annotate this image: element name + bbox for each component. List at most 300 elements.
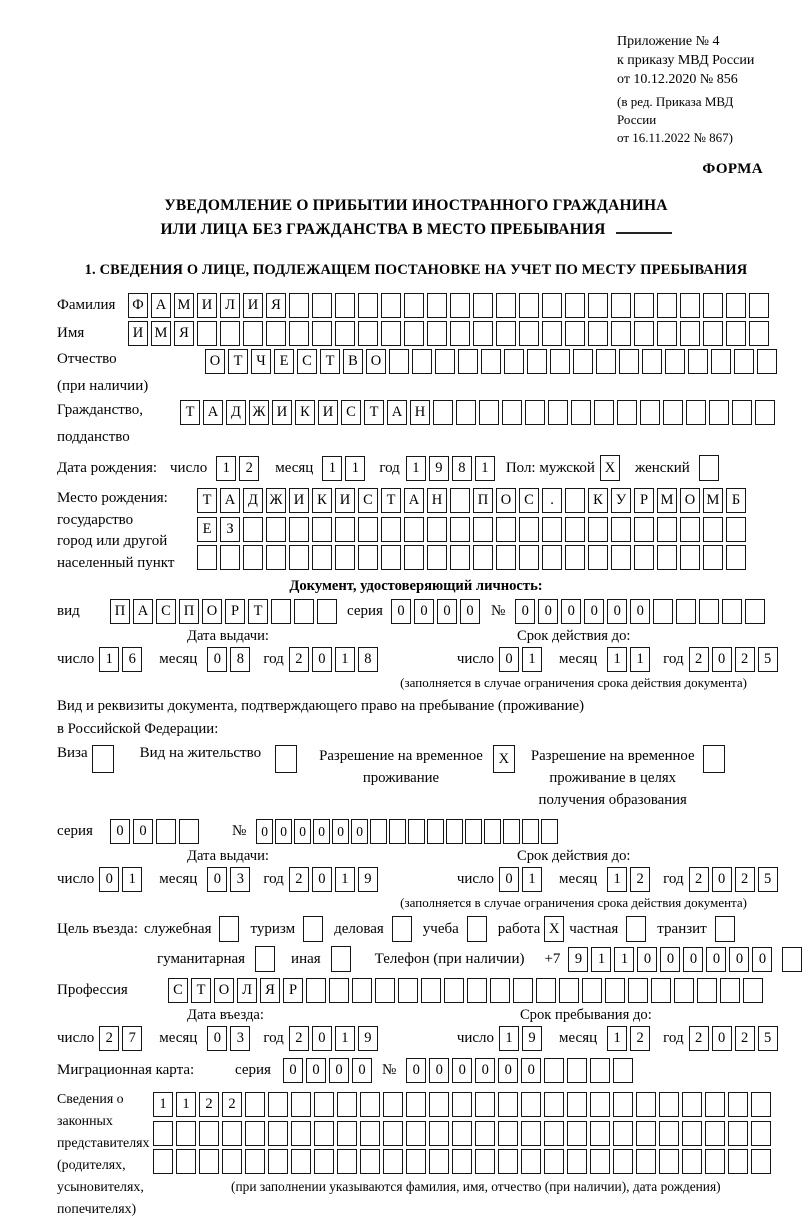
char-cell[interactable]	[446, 819, 463, 844]
purpose-tourism-checkbox[interactable]	[303, 916, 323, 942]
char-cell[interactable]	[381, 321, 401, 346]
char-cell[interactable]: 1	[499, 1026, 519, 1051]
char-cell[interactable]	[358, 517, 378, 542]
char-cell[interactable]: Я	[260, 978, 280, 1003]
purpose-work-checkbox[interactable]: X	[544, 916, 564, 942]
purpose-other-checkbox[interactable]	[331, 946, 351, 972]
char-cell[interactable]	[306, 978, 326, 1003]
char-cell[interactable]	[429, 1149, 449, 1174]
stay-day-input[interactable]	[499, 1026, 545, 1051]
char-cell[interactable]: К	[588, 488, 608, 513]
char-cell[interactable]	[404, 293, 424, 318]
char-cell[interactable]	[404, 545, 424, 570]
char-cell[interactable]	[271, 599, 291, 624]
patronymic-input[interactable]	[205, 349, 780, 374]
char-cell[interactable]: Л	[220, 293, 240, 318]
char-cell[interactable]	[594, 400, 614, 425]
char-cell[interactable]: 1	[607, 647, 627, 672]
char-cell[interactable]: Е	[274, 349, 294, 374]
char-cell[interactable]	[688, 349, 708, 374]
char-cell[interactable]: 0	[313, 819, 330, 844]
char-cell[interactable]: З	[220, 517, 240, 542]
purpose-transit-checkbox[interactable]	[715, 916, 735, 942]
char-cell[interactable]	[565, 488, 585, 513]
char-cell[interactable]	[611, 545, 631, 570]
char-cell[interactable]	[634, 321, 654, 346]
char-cell[interactable]	[427, 545, 447, 570]
char-cell[interactable]: 0	[429, 1058, 449, 1083]
char-cell[interactable]	[676, 599, 696, 624]
char-cell[interactable]	[435, 349, 455, 374]
char-cell[interactable]: 9	[568, 947, 588, 972]
char-cell[interactable]	[153, 1149, 173, 1174]
char-cell[interactable]: 1	[406, 456, 426, 481]
char-cell[interactable]: 0	[256, 819, 273, 844]
char-cell[interactable]	[559, 978, 579, 1003]
char-cell[interactable]	[352, 978, 372, 1003]
char-cell[interactable]: 2	[630, 867, 650, 892]
char-cell[interactable]	[317, 599, 337, 624]
char-cell[interactable]	[640, 400, 660, 425]
char-cell[interactable]	[335, 517, 355, 542]
char-cell[interactable]	[375, 978, 395, 1003]
char-cell[interactable]: 1	[335, 1026, 355, 1051]
char-cell[interactable]	[782, 947, 802, 972]
stay-month-input[interactable]	[607, 1026, 653, 1051]
char-cell[interactable]	[588, 293, 608, 318]
doc-expiry-year-input[interactable]	[689, 647, 781, 672]
char-cell[interactable]: 2	[689, 1026, 709, 1051]
char-cell[interactable]	[705, 1121, 725, 1146]
char-cell[interactable]	[406, 1149, 426, 1174]
char-cell[interactable]	[703, 293, 723, 318]
char-cell[interactable]: 9	[358, 1026, 378, 1051]
char-cell[interactable]	[680, 293, 700, 318]
char-cell[interactable]: К	[312, 488, 332, 513]
doc-number-input[interactable]	[515, 599, 768, 624]
char-cell[interactable]: 2	[689, 647, 709, 672]
char-cell[interactable]	[427, 293, 447, 318]
char-cell[interactable]	[726, 545, 746, 570]
char-cell[interactable]: 8	[452, 456, 472, 481]
char-cell[interactable]	[636, 1121, 656, 1146]
char-cell[interactable]	[291, 1121, 311, 1146]
char-cell[interactable]	[611, 293, 631, 318]
char-cell[interactable]: О	[680, 488, 700, 513]
char-cell[interactable]: Р	[225, 599, 245, 624]
char-cell[interactable]: 0	[351, 819, 368, 844]
char-cell[interactable]: 0	[729, 947, 749, 972]
char-cell[interactable]: 0	[683, 947, 703, 972]
char-cell[interactable]: 0	[637, 947, 657, 972]
char-cell[interactable]	[651, 978, 671, 1003]
char-cell[interactable]	[502, 400, 522, 425]
char-cell[interactable]: 8	[358, 647, 378, 672]
char-cell[interactable]	[705, 1092, 725, 1117]
char-cell[interactable]	[657, 545, 677, 570]
char-cell[interactable]: М	[703, 488, 723, 513]
char-cell[interactable]	[504, 349, 524, 374]
char-cell[interactable]	[473, 293, 493, 318]
char-cell[interactable]	[498, 1149, 518, 1174]
char-cell[interactable]	[450, 321, 470, 346]
char-cell[interactable]: М	[174, 293, 194, 318]
char-cell[interactable]	[751, 1092, 771, 1117]
char-cell[interactable]	[728, 1092, 748, 1117]
permit-issue-month-input[interactable]	[207, 867, 253, 892]
char-cell[interactable]	[335, 321, 355, 346]
char-cell[interactable]	[544, 1092, 564, 1117]
char-cell[interactable]: 2	[289, 867, 309, 892]
char-cell[interactable]: 1	[607, 1026, 627, 1051]
char-cell[interactable]	[450, 488, 470, 513]
char-cell[interactable]	[176, 1121, 196, 1146]
char-cell[interactable]	[617, 400, 637, 425]
char-cell[interactable]: 0	[538, 599, 558, 624]
char-cell[interactable]: Н	[410, 400, 430, 425]
char-cell[interactable]	[314, 1121, 334, 1146]
char-cell[interactable]	[444, 978, 464, 1003]
char-cell[interactable]: 2	[735, 1026, 755, 1051]
phone-input[interactable]	[568, 947, 805, 972]
char-cell[interactable]	[450, 545, 470, 570]
char-cell[interactable]	[663, 400, 683, 425]
char-cell[interactable]	[613, 1058, 633, 1083]
residence-permit-checkbox[interactable]	[275, 745, 297, 773]
char-cell[interactable]	[519, 293, 539, 318]
permit-series-input[interactable]	[110, 819, 202, 844]
char-cell[interactable]	[722, 599, 742, 624]
char-cell[interactable]	[682, 1149, 702, 1174]
purpose-humanitarian-checkbox[interactable]	[255, 946, 275, 972]
char-cell[interactable]	[680, 321, 700, 346]
char-cell[interactable]	[450, 517, 470, 542]
char-cell[interactable]: 0	[460, 599, 480, 624]
char-cell[interactable]: А	[133, 599, 153, 624]
char-cell[interactable]	[613, 1092, 633, 1117]
char-cell[interactable]: 0	[660, 947, 680, 972]
char-cell[interactable]	[381, 517, 401, 542]
char-cell[interactable]	[473, 545, 493, 570]
permit-expiry-month-input[interactable]	[607, 867, 653, 892]
char-cell[interactable]	[697, 978, 717, 1003]
char-cell[interactable]: К	[295, 400, 315, 425]
char-cell[interactable]: 0	[584, 599, 604, 624]
char-cell[interactable]	[404, 517, 424, 542]
char-cell[interactable]	[513, 978, 533, 1003]
char-cell[interactable]	[613, 1149, 633, 1174]
char-cell[interactable]: 1	[99, 647, 119, 672]
doc-issue-month-input[interactable]	[207, 647, 253, 672]
birthplace-row2-input[interactable]	[197, 517, 749, 542]
char-cell[interactable]	[496, 545, 516, 570]
char-cell[interactable]	[590, 1149, 610, 1174]
char-cell[interactable]	[686, 400, 706, 425]
char-cell[interactable]	[682, 1092, 702, 1117]
char-cell[interactable]	[659, 1149, 679, 1174]
char-cell[interactable]: 1	[176, 1092, 196, 1117]
char-cell[interactable]	[588, 517, 608, 542]
char-cell[interactable]	[490, 978, 510, 1003]
char-cell[interactable]	[427, 321, 447, 346]
char-cell[interactable]	[243, 545, 263, 570]
char-cell[interactable]	[544, 1121, 564, 1146]
char-cell[interactable]	[465, 819, 482, 844]
char-cell[interactable]: 9	[522, 1026, 542, 1051]
doc-expiry-day-input[interactable]	[499, 647, 545, 672]
char-cell[interactable]: 0	[294, 819, 311, 844]
char-cell[interactable]	[383, 1121, 403, 1146]
char-cell[interactable]: 3	[230, 1026, 250, 1051]
char-cell[interactable]: С	[297, 349, 317, 374]
char-cell[interactable]: 7	[122, 1026, 142, 1051]
char-cell[interactable]: 5	[758, 647, 778, 672]
char-cell[interactable]: 1	[522, 647, 542, 672]
char-cell[interactable]: Р	[634, 488, 654, 513]
char-cell[interactable]: 2	[289, 647, 309, 672]
char-cell[interactable]	[544, 1149, 564, 1174]
char-cell[interactable]	[458, 349, 478, 374]
char-cell[interactable]	[636, 1092, 656, 1117]
char-cell[interactable]	[728, 1149, 748, 1174]
char-cell[interactable]	[628, 978, 648, 1003]
char-cell[interactable]	[291, 1092, 311, 1117]
char-cell[interactable]	[199, 1121, 219, 1146]
char-cell[interactable]: У	[611, 488, 631, 513]
entry-day-input[interactable]	[99, 1026, 145, 1051]
char-cell[interactable]	[590, 1121, 610, 1146]
char-cell[interactable]: 0	[437, 599, 457, 624]
char-cell[interactable]	[452, 1121, 472, 1146]
char-cell[interactable]	[726, 517, 746, 542]
char-cell[interactable]	[197, 321, 217, 346]
permit-issue-day-input[interactable]	[99, 867, 145, 892]
char-cell[interactable]	[383, 1149, 403, 1174]
char-cell[interactable]	[475, 1149, 495, 1174]
char-cell[interactable]	[329, 978, 349, 1003]
char-cell[interactable]	[565, 293, 585, 318]
char-cell[interactable]	[728, 1121, 748, 1146]
doc-type-input[interactable]	[110, 599, 340, 624]
char-cell[interactable]	[358, 293, 378, 318]
char-cell[interactable]: О	[214, 978, 234, 1003]
char-cell[interactable]: 9	[358, 867, 378, 892]
migcard-number-input[interactable]	[406, 1058, 636, 1083]
char-cell[interactable]	[381, 293, 401, 318]
char-cell[interactable]: В	[343, 349, 363, 374]
char-cell[interactable]: 0	[406, 1058, 426, 1083]
char-cell[interactable]	[243, 517, 263, 542]
char-cell[interactable]	[521, 1149, 541, 1174]
char-cell[interactable]: 1	[335, 867, 355, 892]
char-cell[interactable]	[642, 349, 662, 374]
char-cell[interactable]	[749, 293, 769, 318]
char-cell[interactable]: И	[289, 488, 309, 513]
char-cell[interactable]	[156, 819, 176, 844]
char-cell[interactable]	[605, 978, 625, 1003]
char-cell[interactable]: Б	[726, 488, 746, 513]
char-cell[interactable]	[456, 400, 476, 425]
char-cell[interactable]: А	[387, 400, 407, 425]
permit-issue-year-input[interactable]	[289, 867, 381, 892]
char-cell[interactable]	[582, 978, 602, 1003]
char-cell[interactable]	[312, 545, 332, 570]
purpose-official-checkbox[interactable]	[219, 916, 239, 942]
char-cell[interactable]	[657, 321, 677, 346]
char-cell[interactable]	[467, 978, 487, 1003]
char-cell[interactable]	[541, 819, 558, 844]
char-cell[interactable]: 0	[283, 1058, 303, 1083]
char-cell[interactable]: 2	[735, 647, 755, 672]
char-cell[interactable]: П	[473, 488, 493, 513]
char-cell[interactable]	[542, 517, 562, 542]
char-cell[interactable]	[751, 1121, 771, 1146]
char-cell[interactable]: 9	[429, 456, 449, 481]
guardians-row2-input[interactable]	[153, 1121, 774, 1146]
permit-number-input[interactable]	[256, 819, 560, 844]
char-cell[interactable]	[734, 349, 754, 374]
stay-year-input[interactable]	[689, 1026, 781, 1051]
char-cell[interactable]	[222, 1149, 242, 1174]
doc-issue-day-input[interactable]	[99, 647, 145, 672]
char-cell[interactable]	[360, 1092, 380, 1117]
char-cell[interactable]	[726, 293, 746, 318]
char-cell[interactable]	[527, 349, 547, 374]
char-cell[interactable]: 1	[122, 867, 142, 892]
birth-month-input[interactable]	[322, 456, 368, 481]
char-cell[interactable]	[498, 1121, 518, 1146]
char-cell[interactable]: 0	[207, 867, 227, 892]
char-cell[interactable]	[745, 599, 765, 624]
char-cell[interactable]: 0	[712, 1026, 732, 1051]
char-cell[interactable]: 0	[630, 599, 650, 624]
char-cell[interactable]: Т	[364, 400, 384, 425]
char-cell[interactable]: 2	[222, 1092, 242, 1117]
char-cell[interactable]	[548, 400, 568, 425]
char-cell[interactable]	[245, 1121, 265, 1146]
entry-month-input[interactable]	[207, 1026, 253, 1051]
char-cell[interactable]	[452, 1149, 472, 1174]
char-cell[interactable]	[433, 400, 453, 425]
char-cell[interactable]	[475, 1092, 495, 1117]
char-cell[interactable]	[634, 293, 654, 318]
char-cell[interactable]: Е	[197, 517, 217, 542]
char-cell[interactable]: Ж	[266, 488, 286, 513]
char-cell[interactable]	[496, 293, 516, 318]
char-cell[interactable]: 0	[99, 867, 119, 892]
char-cell[interactable]	[699, 599, 719, 624]
char-cell[interactable]	[703, 545, 723, 570]
migcard-series-input[interactable]	[283, 1058, 375, 1083]
char-cell[interactable]: 0	[414, 599, 434, 624]
char-cell[interactable]	[312, 293, 332, 318]
char-cell[interactable]: Н	[427, 488, 447, 513]
char-cell[interactable]	[542, 545, 562, 570]
char-cell[interactable]: 0	[312, 647, 332, 672]
char-cell[interactable]: 0	[561, 599, 581, 624]
char-cell[interactable]: 1	[322, 456, 342, 481]
char-cell[interactable]	[542, 293, 562, 318]
char-cell[interactable]: 3	[230, 867, 250, 892]
char-cell[interactable]	[268, 1092, 288, 1117]
char-cell[interactable]: Ф	[128, 293, 148, 318]
char-cell[interactable]	[659, 1092, 679, 1117]
char-cell[interactable]: 1	[216, 456, 236, 481]
birth-day-input[interactable]	[216, 456, 262, 481]
gender-female-checkbox[interactable]	[699, 455, 719, 481]
char-cell[interactable]	[335, 293, 355, 318]
char-cell[interactable]	[268, 1149, 288, 1174]
char-cell[interactable]: .	[542, 488, 562, 513]
char-cell[interactable]	[429, 1121, 449, 1146]
guardians-row1-input[interactable]	[153, 1092, 774, 1117]
char-cell[interactable]	[289, 293, 309, 318]
char-cell[interactable]	[634, 545, 654, 570]
char-cell[interactable]	[406, 1121, 426, 1146]
char-cell[interactable]	[484, 819, 501, 844]
char-cell[interactable]	[496, 321, 516, 346]
char-cell[interactable]: И	[243, 293, 263, 318]
char-cell[interactable]	[521, 1121, 541, 1146]
char-cell[interactable]: Л	[237, 978, 257, 1003]
char-cell[interactable]: Т	[228, 349, 248, 374]
char-cell[interactable]	[220, 545, 240, 570]
char-cell[interactable]: 8	[230, 647, 250, 672]
char-cell[interactable]	[243, 321, 263, 346]
char-cell[interactable]: С	[358, 488, 378, 513]
char-cell[interactable]	[573, 349, 593, 374]
char-cell[interactable]	[674, 978, 694, 1003]
char-cell[interactable]	[588, 545, 608, 570]
char-cell[interactable]: А	[151, 293, 171, 318]
char-cell[interactable]: 0	[312, 867, 332, 892]
char-cell[interactable]	[337, 1149, 357, 1174]
char-cell[interactable]	[703, 321, 723, 346]
char-cell[interactable]: 0	[312, 1026, 332, 1051]
char-cell[interactable]: А	[220, 488, 240, 513]
char-cell[interactable]: С	[156, 599, 176, 624]
char-cell[interactable]: 0	[706, 947, 726, 972]
char-cell[interactable]: 2	[689, 867, 709, 892]
char-cell[interactable]: 0	[515, 599, 535, 624]
char-cell[interactable]	[220, 321, 240, 346]
char-cell[interactable]	[634, 517, 654, 542]
char-cell[interactable]	[519, 517, 539, 542]
char-cell[interactable]	[567, 1092, 587, 1117]
char-cell[interactable]: С	[519, 488, 539, 513]
char-cell[interactable]	[720, 978, 740, 1003]
char-cell[interactable]	[360, 1121, 380, 1146]
char-cell[interactable]	[544, 1058, 564, 1083]
char-cell[interactable]: А	[203, 400, 223, 425]
char-cell[interactable]	[314, 1149, 334, 1174]
char-cell[interactable]	[757, 349, 777, 374]
char-cell[interactable]	[406, 1092, 426, 1117]
char-cell[interactable]: М	[151, 321, 171, 346]
char-cell[interactable]	[421, 978, 441, 1003]
char-cell[interactable]: И	[197, 293, 217, 318]
temp-residence-edu-checkbox[interactable]	[703, 745, 725, 773]
char-cell[interactable]: Я	[266, 293, 286, 318]
char-cell[interactable]: Т	[248, 599, 268, 624]
guardians-row3-input[interactable]	[153, 1149, 774, 1174]
char-cell[interactable]	[751, 1149, 771, 1174]
char-cell[interactable]	[657, 293, 677, 318]
char-cell[interactable]	[659, 1121, 679, 1146]
char-cell[interactable]	[294, 599, 314, 624]
char-cell[interactable]	[550, 349, 570, 374]
birthplace-row1-input[interactable]	[197, 488, 749, 513]
